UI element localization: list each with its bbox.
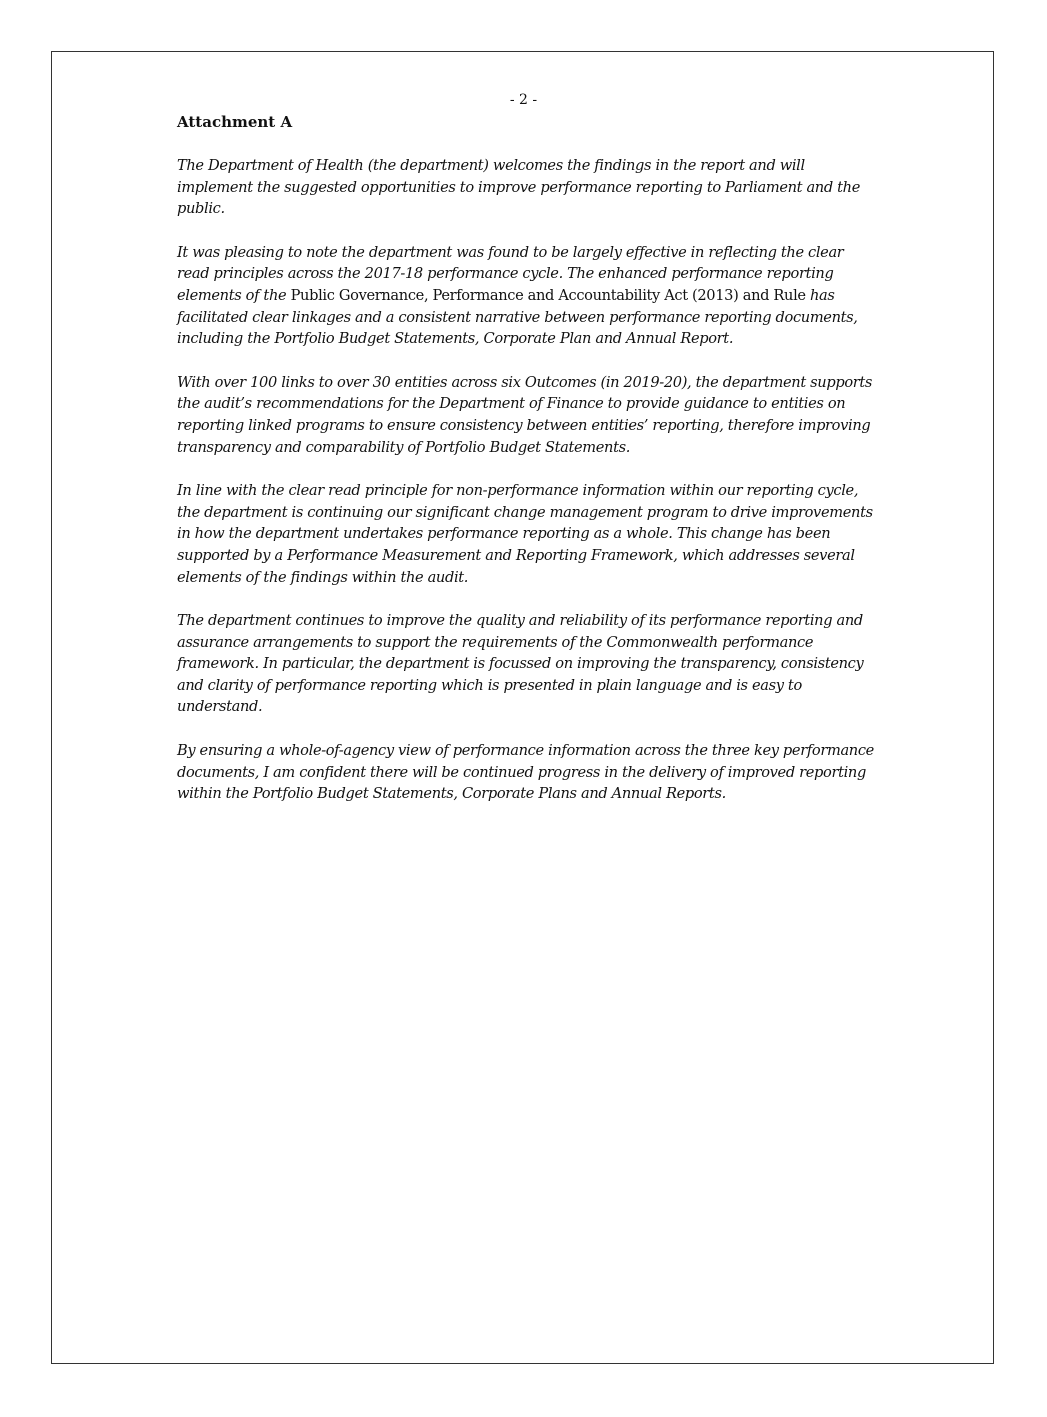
paragraph-quality-reliability: The department continues to improve the quality and reliability of its performance reporting and assurance arrangements to support the requirements of the Commonwealth performance framework. In particular, the department is focussed on improving the transparency, consistency and clarity of performance reporting which is presented in plain language and is easy to understand. <box>177 612 864 716</box>
paragraph-clear-read <box>177 242 877 350</box>
page-number: - 2 - <box>509 92 538 108</box>
paragraph-clear-read-part-1: It was pleasing to note the department was found to be largely effective in reflecting the clear read principles across the 2017-18 performance cycle. The enhanced performance reporting elements of the <box>177 243 844 304</box>
paragraph-welcome: The Department of Health (the department) welcomes the findings in the report and will implement the suggested opportunities to improve performance reporting to Parliament and the public. <box>177 157 860 218</box>
paragraph-clear-read-part-2: has facilitated clear linkages and a consistent narrative between performance reporting documents, including the Portfolio Budget Statements, Corporate Plan and Annual Report. <box>177 286 858 348</box>
document-body <box>177 111 877 827</box>
attachment-heading: Attachment A <box>177 113 293 131</box>
paragraph-whole-of-agency: By ensuring a whole-of-agency view of performance information across the three key performance documents, I am confident there will be continued progress in the delivery of improved reporting within the Portfolio Budget Statements, Corporate Plans and Annual Reports. <box>177 742 874 803</box>
paragraph-linked-programs: With over 100 links to over 30 entities across six Outcomes (in 2019-20), the department supports the audit’s recommendations for the Department of Finance to provide guidance to entities on reporting linked programs to ensure consistency between entities’ reporting, therefore improving transparency and comparability of Portfolio Budget Statements. <box>177 373 873 456</box>
paragraph-change-management: In line with the clear read principle for non-performance information within our reporting cycle, the department is continuing our significant change management program to drive improvements in how the department undertakes performance reporting as a whole. This change has been supported by a Performance Measurement and Reporting Framework, which addresses several elements of the findings within the audit. <box>177 482 873 586</box>
act-title: Public Governance, Performance and Accountability Act (2013) and Rule <box>290 286 806 304</box>
